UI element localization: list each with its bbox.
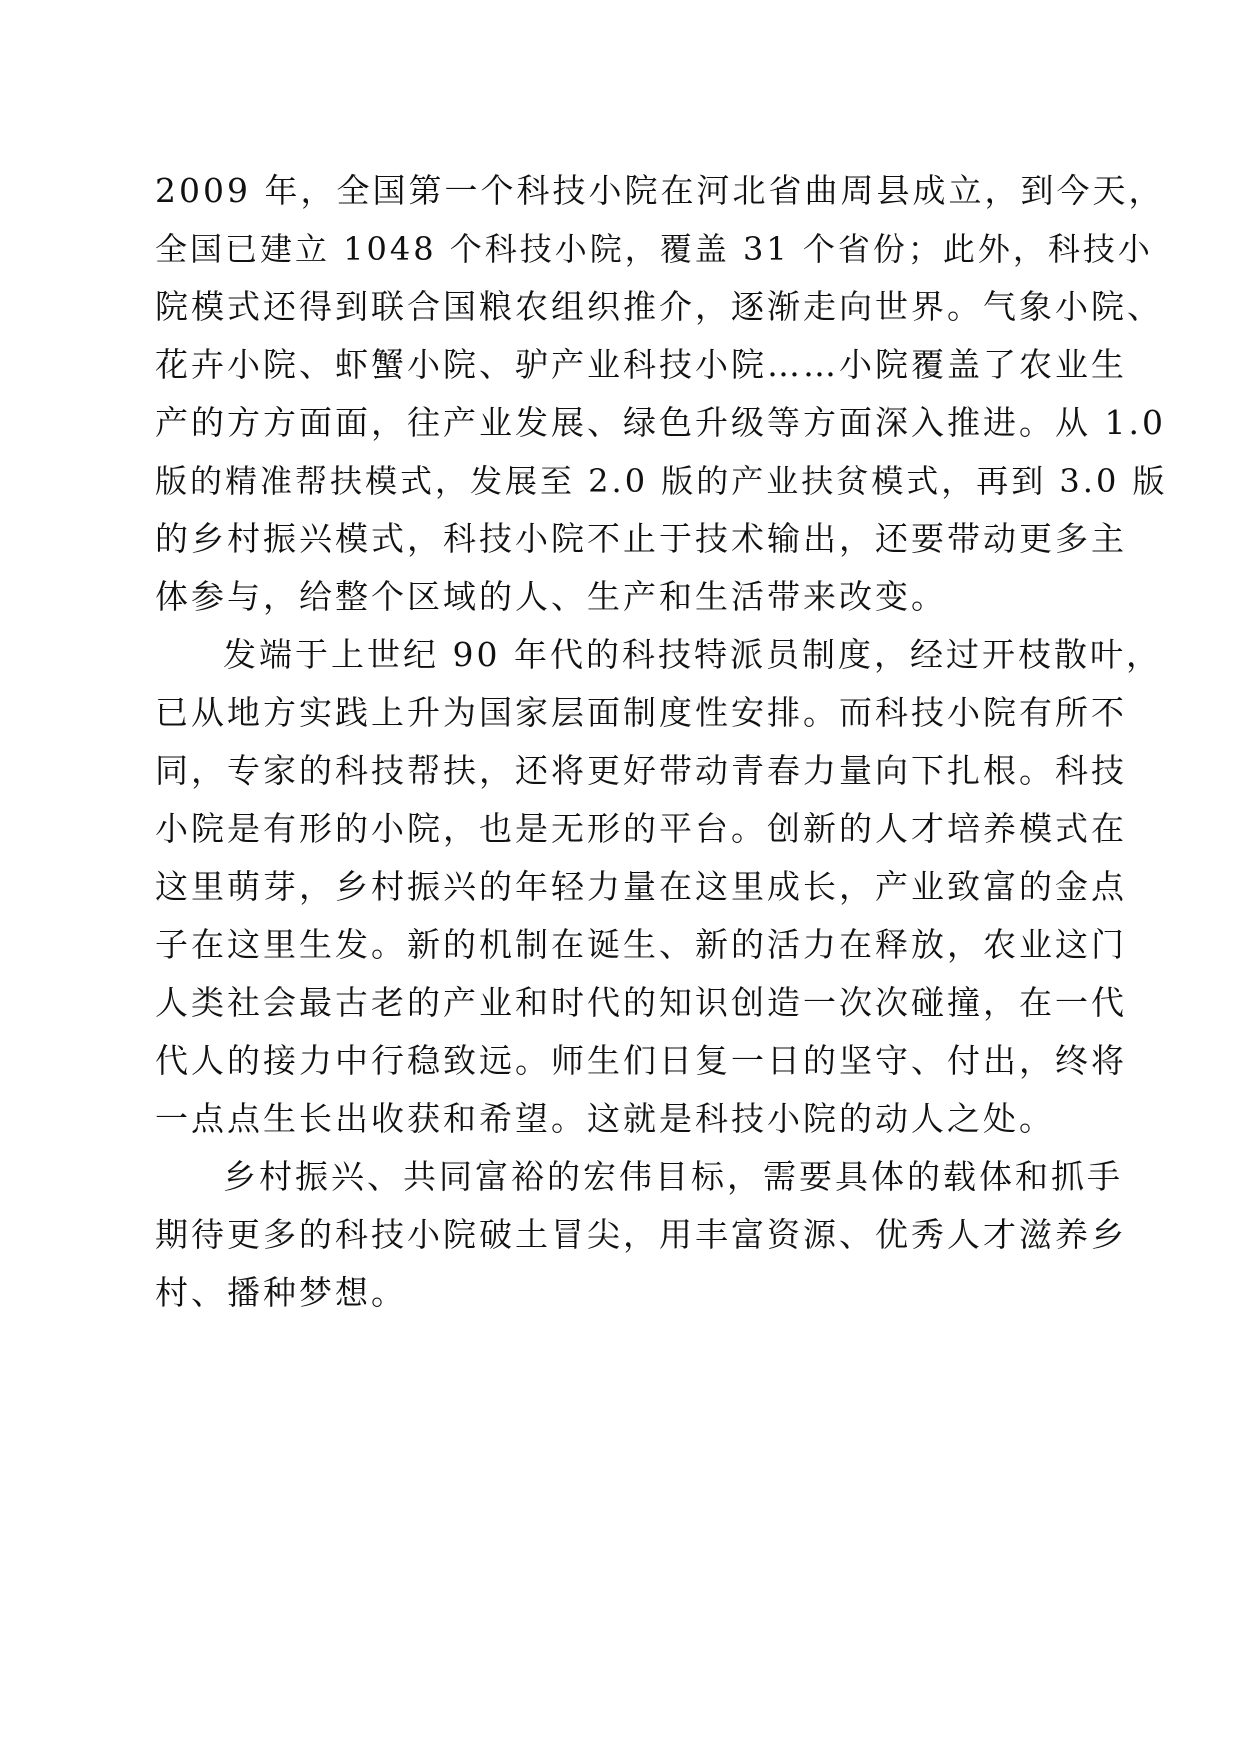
text-line: 院模式还得到联合国粮农组织推介，逐渐走向世界。气象小院、 [155, 287, 1163, 326]
text-line: 人类社会最古老的产业和时代的知识创造一次次碰撞，在一代 [155, 983, 1127, 1022]
text-line: 的乡村振兴模式，科技小院不止于技术输出，还要带动更多主 [155, 519, 1127, 558]
text-line: 代人的接力中行稳致远。师生们日复一日的坚守、付出，终将 [155, 1041, 1127, 1080]
text-line: 发端于上世纪 90 年代的科技特派员制度，经过开枝散叶， [223, 635, 1162, 674]
text-line: 子在这里生发。新的机制在诞生、新的活力在释放，农业这门 [155, 925, 1127, 964]
text-line: 体参与，给整个区域的人、生产和生活带来改变。 [155, 577, 947, 616]
text-line: 同，专家的科技帮扶，还将更好带动青春力量向下扎根。科技 [155, 751, 1127, 790]
text-line: 版的精准帮扶模式，发展至 2.0 版的产业扶贫模式，再到 3.0 版 [155, 462, 1168, 500]
text-line: 产的方方面面，往产业发展、绿色升级等方面深入推进。从 1.0 [155, 403, 1166, 442]
text-line: 期待更多的科技小院破土冒尖，用丰富资源、优秀人才滋养乡 [155, 1215, 1127, 1254]
text-line: 乡村振兴、共同富裕的宏伟目标，需要具体的载体和抓手 [223, 1157, 1123, 1196]
text-line: 花卉小院、虾蟹小院、驴产业科技小院……小院覆盖了农业生 [155, 345, 1127, 384]
text-line: 已从地方实践上升为国家层面制度性安排。而科技小院有所不 [155, 693, 1127, 732]
text-line: 这里萌芽，乡村振兴的年轻力量在这里成长，产业致富的金点 [155, 867, 1127, 906]
text-line: 全国已建立 1048 个科技小院，覆盖 31 个省份；此外，科技小 [155, 230, 1153, 268]
text-line: 小院是有形的小院，也是无形的平台。创新的人才培养模式在 [155, 809, 1127, 848]
text-line: 2009 年，全国第一个科技小院在河北省曲周县成立，到今天， [155, 171, 1165, 210]
text-line: 村、播种梦想。 [155, 1273, 407, 1312]
text-line: 一点点生长出收获和希望。这就是科技小院的动人之处。 [155, 1099, 1055, 1138]
